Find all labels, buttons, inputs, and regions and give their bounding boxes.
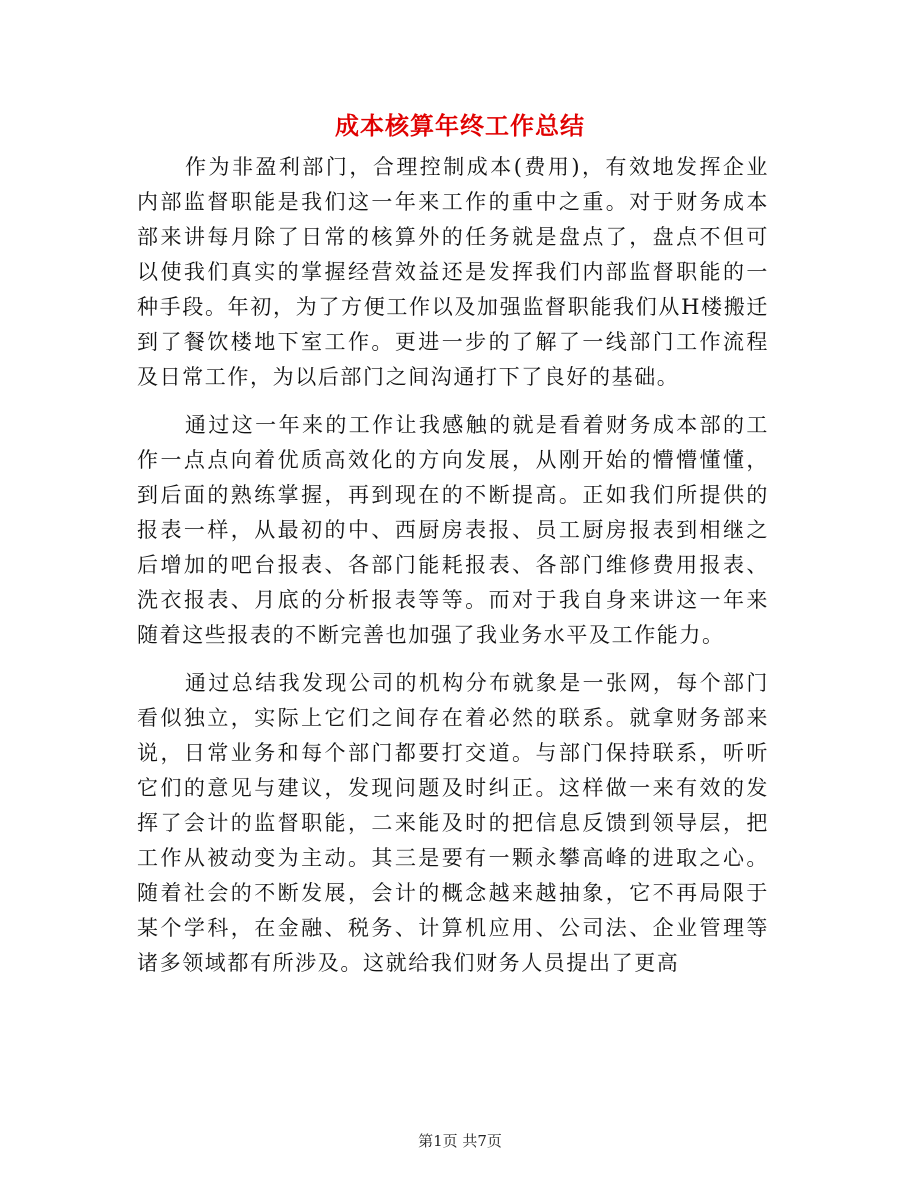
document-title: 成本核算年终工作总结: [335, 111, 585, 140]
paragraph-2: 通过这一年来的工作让我感触的就是看着财务成本部的工作一点点向着优质高效化的方向发展，从刚开始的懵懵懂懂，到后面的熟练掌握，再到现在的不断提高。正如我们所提供的报表一样，从最初的中、西厨房表报、员工厨房报表到相继之后增加的吧台报表、各部门能耗报表、各部门维修费用报表、洗衣报表、月底的分析报表等等。而对于我自身来讲这一年来随着这些报表的不断完善也加强了我业务水平及工作能力。: [137, 413, 769, 647]
document-body: [137, 150, 769, 994]
paragraph-1: 作为非盈利部门，合理控制成本(费用)，有效地发挥企业内部监督职能是我们这一年来工作的重中之重。对于财务成本部来讲每月除了日常的核算外的任务就是盘点了，盘点不但可以使我们真实的掌握经营效益还是发挥我们内部监督职能的一种手段。年初，为了方便工作以及加强监督职能我们从H楼搬迁到了餐饮楼地下室工作。更进一步的了解了一线部门工作流程及日常工作，为以后部门之间沟通打下了良好的基础。: [137, 155, 769, 389]
paragraph-3: 通过总结我发现公司的机构分布就象是一张网，每个部门看似独立，实际上它们之间存在着必然的联系。就拿财务部来说，日常业务和每个部门都要打交道。与部门保持联系，听听它们的意见与建议，发现问题及时纠正。这样做一来有效的发挥了会计的监督职能，二来能及时的把信息反馈到领导层，把工作从被动变为主动。其三是要有一颗永攀高峰的进取之心。随着社会的不断发展，会计的概念越来越抽象，它不再局限于某个学科，在金融、税务、计算机应用、公司法、企业管理等诸多领域都有所涉及。这就给我们财务人员提出了更高: [137, 671, 769, 975]
page-number: 第1页 共7页: [418, 1132, 502, 1150]
